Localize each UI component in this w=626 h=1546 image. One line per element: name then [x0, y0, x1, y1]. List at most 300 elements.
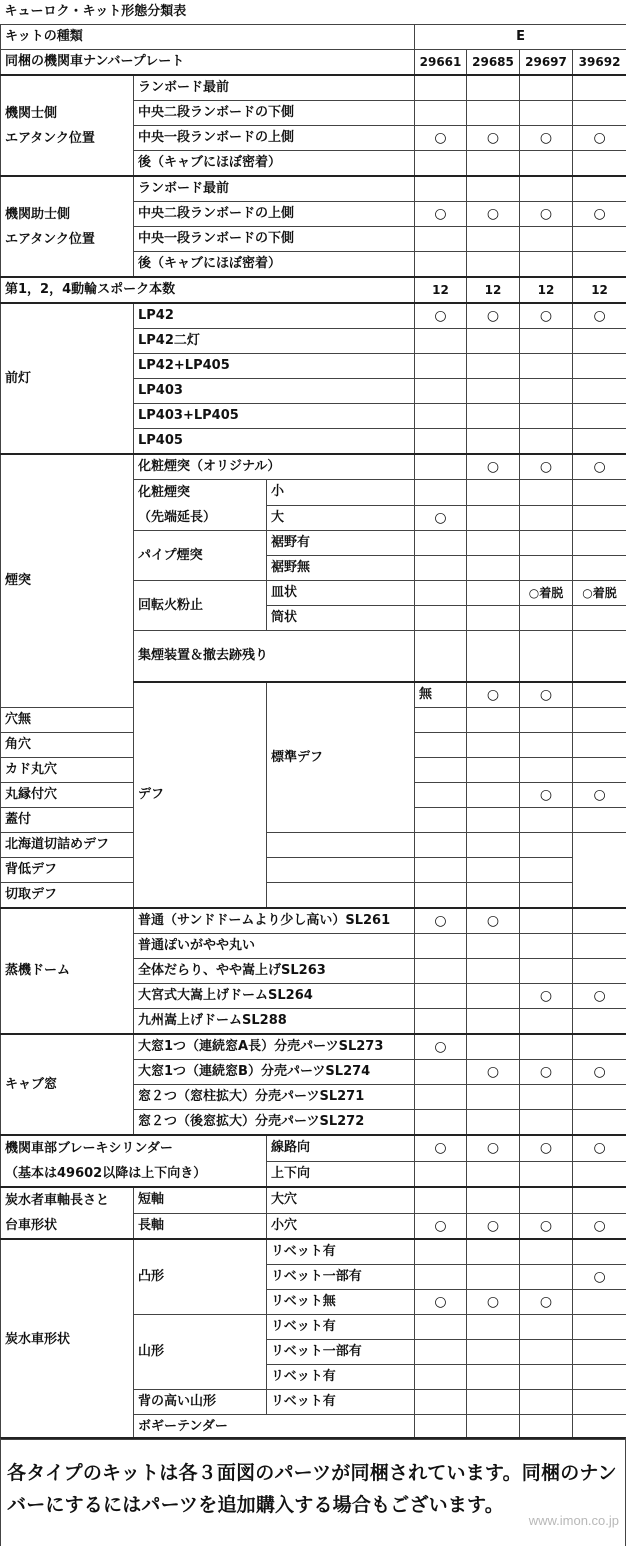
bogie-tender-label: ボギーテンダー	[134, 1415, 415, 1440]
value-cell	[573, 354, 626, 379]
value-cell	[467, 883, 520, 909]
chimney-extended-label-line2: （先端延長）	[138, 510, 217, 525]
tender-axle-label	[1, 1187, 134, 1239]
value-cell	[415, 1187, 467, 1213]
sub-option-label: リベット有	[267, 1239, 415, 1265]
value-cell	[467, 329, 520, 354]
option-label: 北海道切詰めデフ	[1, 833, 267, 858]
table-row	[1, 1187, 626, 1213]
table-row	[1, 1239, 626, 1265]
value-cell	[573, 758, 626, 783]
table-row	[1, 303, 626, 329]
value-cell	[415, 101, 467, 126]
table-title: キューロク・キット形態分類表	[1, 0, 626, 25]
value-cell	[415, 176, 467, 202]
value-cell	[520, 101, 573, 126]
value-cell	[520, 858, 573, 883]
chimney-extended-label-line1: 化粧煙突	[138, 485, 191, 500]
option-label: 窓２つ（窓柱拡大）分売パーツSL271	[134, 1085, 415, 1110]
option-label: 中央一段ランボードの下側	[134, 227, 415, 252]
value-cell	[520, 1415, 573, 1440]
value-cell	[467, 1415, 520, 1440]
sub-option-label: リベット有	[267, 1365, 415, 1390]
spark-arrester-label: 回転火粉止	[134, 581, 267, 631]
value-cell	[573, 1415, 626, 1440]
tender-shape-label: 炭水車形状	[1, 1239, 134, 1440]
value-cell	[520, 1315, 573, 1340]
value-cell: ○	[520, 202, 573, 227]
value-cell	[520, 505, 573, 531]
value-cell	[573, 151, 626, 177]
value-cell	[415, 631, 467, 683]
value-cell: ○	[415, 1213, 467, 1239]
brake-cylinder-label	[1, 1135, 267, 1187]
value-cell	[415, 833, 467, 858]
value-cell	[467, 227, 520, 252]
value-cell	[467, 556, 520, 581]
spokes-label: 第1，2，4動輪スポーク本数	[1, 277, 415, 303]
table-row	[1, 833, 626, 858]
cab-window-label: キャブ窓	[1, 1034, 134, 1135]
value-cell: 12	[573, 277, 626, 303]
value-cell: ○	[467, 682, 520, 708]
sub-option-label: 小	[267, 480, 415, 506]
deflector-label: デフ	[134, 682, 267, 908]
sub-option-label: 小穴	[267, 1213, 415, 1239]
value-cell: ○	[415, 1135, 467, 1161]
value-cell	[573, 480, 626, 506]
value-cell	[415, 883, 467, 909]
value-cell	[520, 1110, 573, 1136]
value-cell	[573, 1110, 626, 1136]
table-row	[1, 1135, 626, 1161]
value-cell: ○	[467, 303, 520, 329]
value-cell	[520, 354, 573, 379]
driver-tank-label-line2: エアタンク位置	[5, 130, 95, 146]
value-cell: ○	[520, 1060, 573, 1085]
value-cell	[467, 833, 520, 858]
option-label: 化粧煙突（オリジナル）	[134, 454, 415, 480]
value-cell	[520, 733, 573, 758]
value-cell	[415, 783, 467, 808]
brake-cylinder-label-line2: （基本は49602以降は上下向き）	[5, 1166, 207, 1181]
value-cell	[520, 708, 573, 733]
watermark: www.imon.co.jp	[528, 1513, 619, 1528]
value-cell	[415, 1340, 467, 1365]
value-cell	[520, 531, 573, 556]
value-cell	[467, 1161, 520, 1187]
value-cell	[467, 783, 520, 808]
value-cell	[415, 531, 467, 556]
value-cell	[573, 733, 626, 758]
value-cell: ○	[467, 1213, 520, 1239]
value-cell	[415, 1265, 467, 1290]
value-cell: ○	[520, 303, 573, 329]
table-row	[1, 454, 626, 480]
sub-option-label: 裾野有	[267, 531, 415, 556]
value-cell	[415, 480, 467, 506]
value-cell: ○	[467, 1290, 520, 1315]
table-row	[1, 858, 626, 883]
option-label: LP42+LP405	[134, 354, 415, 379]
value-cell: 12	[467, 277, 520, 303]
value-cell	[415, 1085, 467, 1110]
value-cell	[520, 404, 573, 429]
value-cell: ○	[467, 126, 520, 151]
value-cell: ○	[467, 1060, 520, 1085]
value-cell	[467, 429, 520, 455]
value-cell	[415, 75, 467, 101]
chimney-pipe-label: パイプ煙突	[134, 531, 267, 581]
value-cell: ○	[415, 202, 467, 227]
value-cell	[467, 733, 520, 758]
sub-option-label: リベット無	[267, 1290, 415, 1315]
sub-option-label: 線路向	[267, 1135, 415, 1161]
value-cell	[520, 959, 573, 984]
value-cell	[467, 858, 520, 883]
value-cell	[415, 556, 467, 581]
kit-type-label: キットの種類	[1, 25, 415, 50]
value-cell	[415, 454, 467, 480]
value-cell	[467, 708, 520, 733]
value-cell: ○	[520, 126, 573, 151]
value-cell	[520, 1009, 573, 1035]
value-cell	[573, 934, 626, 959]
value-cell	[520, 1034, 573, 1060]
value-cell: ○	[520, 1290, 573, 1315]
value-cell	[520, 480, 573, 506]
sub-option-label: カド丸穴	[1, 758, 134, 783]
sub-option-label: 上下向	[267, 1161, 415, 1187]
value-cell	[573, 101, 626, 126]
value-cell	[467, 379, 520, 404]
value-cell: ○	[573, 202, 626, 227]
value-cell	[415, 1365, 467, 1390]
option-label: 集煙装置＆撤去跡残り	[134, 631, 415, 683]
value-cell: 12	[415, 277, 467, 303]
value-cell: ○着脱	[520, 581, 573, 606]
value-cell	[520, 758, 573, 783]
note-text: 各タイプのキットは各３面図のパーツが同梱されています。同梱のナンバーにするにはパーツを追加購入する場合もございます。	[7, 1462, 617, 1516]
value-cell	[415, 1415, 467, 1440]
footer-note	[0, 1437, 626, 1546]
table-row	[1, 75, 626, 101]
value-cell	[415, 151, 467, 177]
value-cell: ○	[415, 1034, 467, 1060]
value-cell	[467, 75, 520, 101]
sub-option-label: リベット有	[267, 1315, 415, 1340]
plate-number: 29697	[520, 50, 573, 76]
value-cell	[573, 1239, 626, 1265]
value-cell: ○	[415, 1290, 467, 1315]
plate-number: 39692	[573, 50, 626, 76]
value-cell	[467, 505, 520, 531]
dome-label: 蒸機ドーム	[1, 908, 134, 1034]
value-cell	[415, 959, 467, 984]
value-cell	[573, 631, 626, 683]
value-cell	[573, 556, 626, 581]
value-cell	[467, 1390, 520, 1415]
value-cell: ○	[573, 126, 626, 151]
value-cell	[573, 959, 626, 984]
value-cell	[467, 151, 520, 177]
option-label: 後（キャブにほぼ密着）	[134, 151, 415, 177]
value-cell	[520, 606, 573, 631]
table-row	[1, 277, 626, 303]
table-row	[1, 50, 626, 76]
value-cell	[520, 329, 573, 354]
value-cell: ○	[467, 908, 520, 934]
value-cell	[573, 1315, 626, 1340]
value-cell	[573, 429, 626, 455]
value-cell	[415, 934, 467, 959]
value-cell: ○	[520, 783, 573, 808]
value-cell: ○	[573, 783, 626, 808]
option-label: 窓２つ（後窓拡大）分売パーツSL272	[134, 1110, 415, 1136]
table-row	[1, 1034, 626, 1060]
tall-tender-label: 背の高い山形	[134, 1390, 267, 1415]
sub-option-label: 穴無	[1, 708, 134, 733]
value-cell	[520, 1265, 573, 1290]
value-cell	[520, 75, 573, 101]
value-cell: ○	[573, 303, 626, 329]
value-cell	[520, 1340, 573, 1365]
value-cell	[415, 354, 467, 379]
value-cell: ○	[415, 126, 467, 151]
standard-deflector-label: 標準デフ	[267, 682, 415, 833]
value-cell	[267, 883, 415, 909]
value-cell	[467, 480, 520, 506]
fireman-tank-label	[1, 176, 134, 277]
value-cell: ○	[520, 984, 573, 1009]
option-label: LP405	[134, 429, 415, 455]
value-cell	[573, 1390, 626, 1415]
value-cell	[520, 1085, 573, 1110]
value-cell	[520, 1239, 573, 1265]
option-label: 普通ぽいがやや丸い	[134, 934, 415, 959]
value-cell	[573, 606, 626, 631]
value-cell	[520, 1161, 573, 1187]
value-cell	[467, 354, 520, 379]
value-cell	[467, 1315, 520, 1340]
driver-tank-label	[1, 75, 134, 176]
value-cell	[573, 176, 626, 202]
chimney-extended-label	[134, 480, 267, 531]
convex-tender-label: 凸形	[134, 1239, 267, 1315]
value-cell	[467, 531, 520, 556]
axle-label: 長軸	[134, 1213, 267, 1239]
value-cell	[520, 429, 573, 455]
brake-cylinder-label-line1: 機関車部ブレーキシリンダー	[5, 1141, 173, 1156]
value-cell	[467, 1265, 520, 1290]
option-label: 中央一段ランボードの上側	[134, 126, 415, 151]
value-cell	[573, 1034, 626, 1060]
option-label: 切取デフ	[1, 883, 267, 909]
value-cell	[415, 1009, 467, 1035]
value-cell: ○	[520, 1213, 573, 1239]
value-cell	[415, 1060, 467, 1085]
value-cell: ○	[467, 454, 520, 480]
value-cell	[520, 1365, 573, 1390]
sub-option-label: リベット一部有	[267, 1340, 415, 1365]
value-cell	[467, 1340, 520, 1365]
mountain-tender-label: 山形	[134, 1315, 267, 1390]
option-label: ランボード最前	[134, 75, 415, 101]
value-cell	[573, 682, 626, 708]
value-cell	[573, 1365, 626, 1390]
value-cell	[415, 733, 467, 758]
value-cell	[520, 151, 573, 177]
sub-option-label: 角穴	[1, 733, 134, 758]
value-cell	[520, 833, 573, 858]
tender-axle-label-line1: 炭水者車軸長さと	[5, 1193, 110, 1208]
option-label: 中央二段ランボードの下側	[134, 101, 415, 126]
value-cell	[573, 379, 626, 404]
option-label: 後（キャブにほぼ密着）	[134, 252, 415, 278]
plate-label: 同梱の機関車ナンバープレート	[1, 50, 415, 76]
value-cell	[415, 329, 467, 354]
value-cell	[520, 631, 573, 683]
value-cell	[415, 252, 467, 278]
value-cell	[520, 934, 573, 959]
plate-number: 29685	[467, 50, 520, 76]
table-row	[1, 176, 626, 202]
value-cell	[573, 808, 626, 833]
tender-axle-label-line2: 台車形状	[5, 1218, 58, 1233]
value-cell	[573, 505, 626, 531]
value-cell	[573, 329, 626, 354]
value-cell	[573, 908, 626, 934]
value-cell: 12	[520, 277, 573, 303]
value-cell: ○	[520, 682, 573, 708]
sub-option-label: 裾野無	[267, 556, 415, 581]
chimney-label: 煙突	[1, 454, 134, 708]
value-cell	[573, 404, 626, 429]
value-cell	[415, 606, 467, 631]
value-cell	[573, 531, 626, 556]
value-cell	[573, 1085, 626, 1110]
value-cell	[467, 101, 520, 126]
value-cell	[520, 252, 573, 278]
value-cell: ○	[573, 1265, 626, 1290]
value-cell	[573, 252, 626, 278]
option-label: 全体だらり、やや嵩上げSL263	[134, 959, 415, 984]
value-cell	[415, 808, 467, 833]
table-row	[1, 908, 626, 934]
value-cell	[415, 581, 467, 606]
option-label: 普通（サンドドームより少し高い）SL261	[134, 908, 415, 934]
value-cell	[520, 379, 573, 404]
value-cell	[415, 1239, 467, 1265]
value-cell	[573, 1009, 626, 1035]
value-cell	[520, 556, 573, 581]
sub-option-label: 大穴	[267, 1187, 415, 1213]
value-cell	[415, 758, 467, 783]
value-cell	[415, 1390, 467, 1415]
driver-tank-label-line1: 機関士側	[5, 105, 58, 121]
sub-option-label: 皿状	[267, 581, 415, 606]
value-cell	[467, 1239, 520, 1265]
value-cell: ○	[467, 1135, 520, 1161]
value-cell: ○	[573, 984, 626, 1009]
fireman-tank-label-line2: エアタンク位置	[5, 231, 95, 247]
value-cell	[467, 176, 520, 202]
value-cell: ○着脱	[573, 581, 626, 606]
value-cell	[415, 1315, 467, 1340]
plate-number: 29661	[415, 50, 467, 76]
value-cell: ○	[467, 202, 520, 227]
sub-option-label: 蓋付	[1, 808, 134, 833]
sub-option-label: 無	[415, 682, 467, 708]
value-cell	[415, 858, 467, 883]
value-cell: ○	[415, 505, 467, 531]
value-cell: ○	[573, 454, 626, 480]
sub-option-label: 丸縁付穴	[1, 783, 134, 808]
value-cell	[467, 934, 520, 959]
value-cell	[520, 1390, 573, 1415]
value-cell	[520, 908, 573, 934]
value-cell: ○	[573, 1213, 626, 1239]
axle-label: 短軸	[134, 1187, 267, 1213]
value-cell	[520, 808, 573, 833]
headlight-label: 前灯	[1, 303, 134, 454]
option-label: LP42二灯	[134, 329, 415, 354]
value-cell	[467, 1034, 520, 1060]
value-cell	[415, 379, 467, 404]
option-label: 九州嵩上げドームSL288	[134, 1009, 415, 1035]
option-label: 中央二段ランボードの上側	[134, 202, 415, 227]
value-cell	[467, 631, 520, 683]
value-cell	[467, 758, 520, 783]
table-row	[1, 883, 626, 909]
option-label: LP403+LP405	[134, 404, 415, 429]
value-cell	[467, 959, 520, 984]
fireman-tank-label-line1: 機関助士側	[5, 206, 71, 222]
table-row	[1, 25, 626, 50]
value-cell	[573, 75, 626, 101]
value-cell	[573, 1187, 626, 1213]
table-row	[1, 0, 626, 25]
option-label: 背低デフ	[1, 858, 267, 883]
value-cell	[467, 1110, 520, 1136]
value-cell: ○	[520, 454, 573, 480]
sub-option-label: リベット有	[267, 1390, 415, 1415]
option-label: LP42	[134, 303, 415, 329]
option-label: LP403	[134, 379, 415, 404]
value-cell	[573, 227, 626, 252]
value-cell	[573, 1161, 626, 1187]
value-cell: ○	[415, 303, 467, 329]
value-cell	[415, 227, 467, 252]
value-cell	[467, 1085, 520, 1110]
value-cell	[467, 1009, 520, 1035]
sub-option-label: 大	[267, 505, 415, 531]
value-cell	[415, 429, 467, 455]
value-cell: ○	[520, 1135, 573, 1161]
value-cell	[415, 1110, 467, 1136]
value-cell	[520, 176, 573, 202]
value-cell: ○	[573, 1060, 626, 1085]
option-label: 大窓1つ（連続窓A長）分売パーツSL273	[134, 1034, 415, 1060]
value-cell	[573, 1290, 626, 1315]
option-label: 大窓1つ（連続窓B）分売パーツSL274	[134, 1060, 415, 1085]
value-cell	[267, 833, 415, 858]
value-cell	[415, 708, 467, 733]
value-cell	[467, 984, 520, 1009]
value-cell	[415, 984, 467, 1009]
value-cell: ○	[415, 908, 467, 934]
value-cell: ○	[573, 1135, 626, 1161]
